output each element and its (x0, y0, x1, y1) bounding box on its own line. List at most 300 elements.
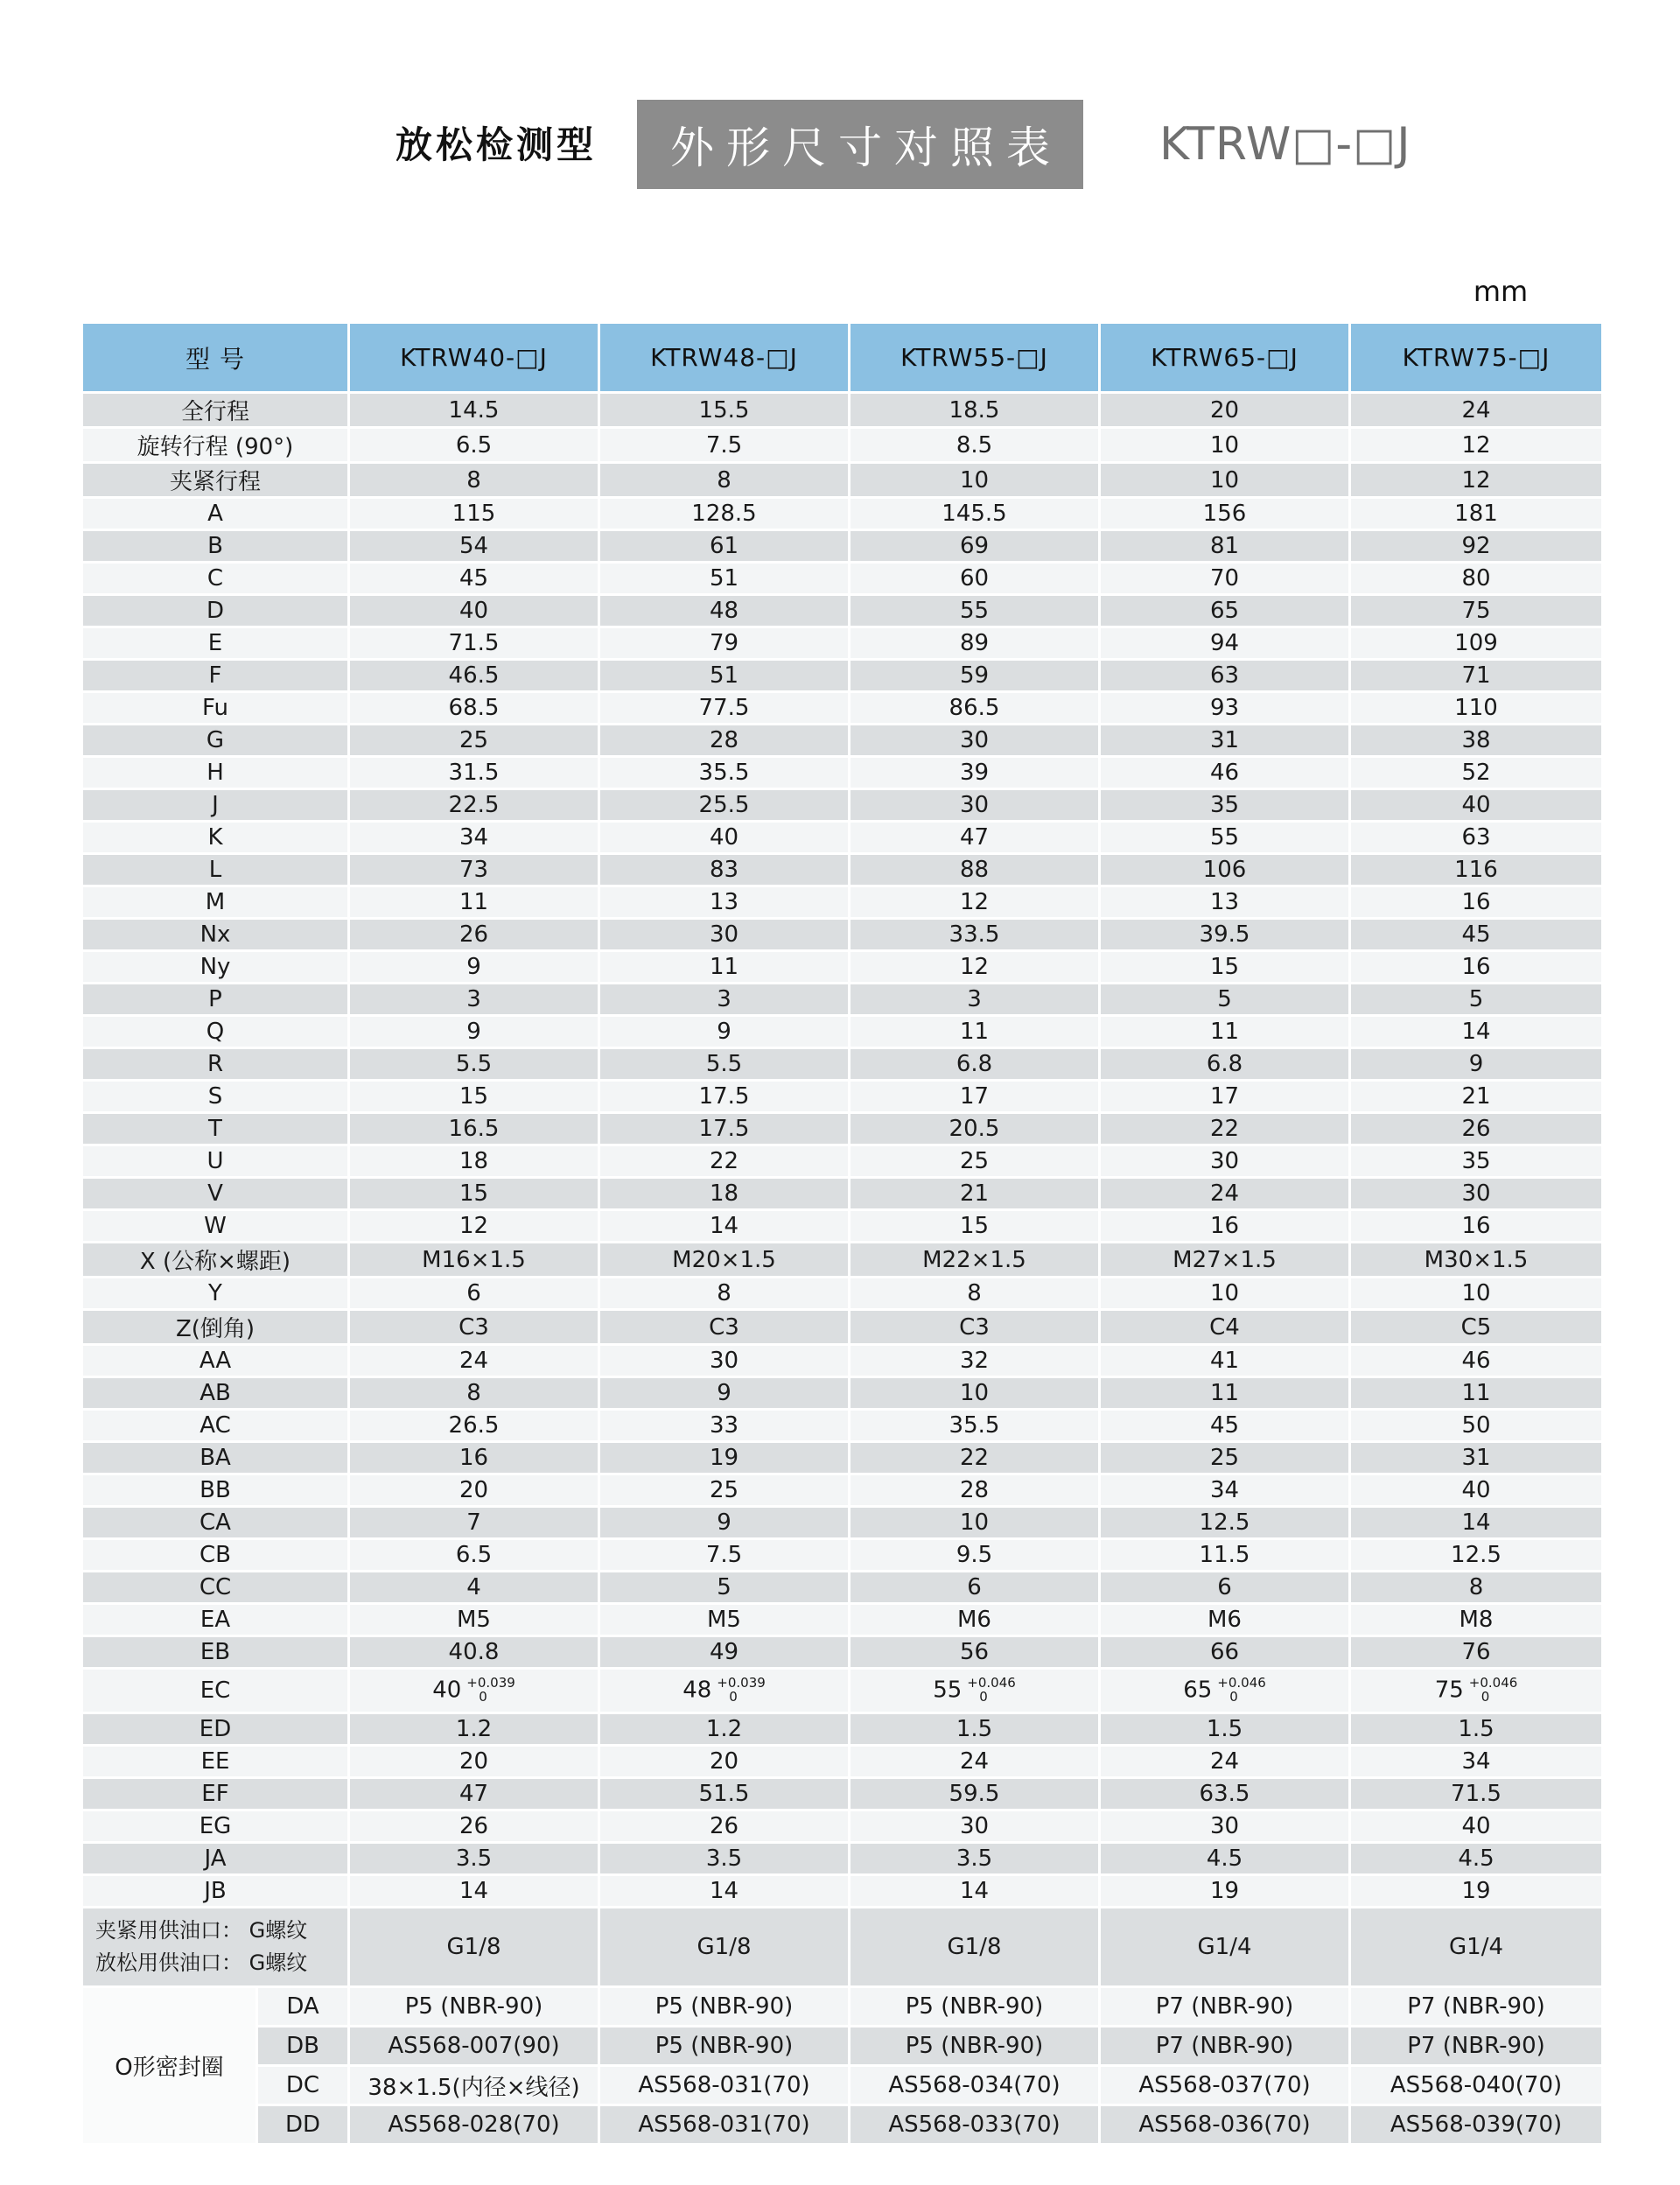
table-header (83, 324, 1601, 394)
cell-value: M22×1.5 (850, 1243, 1101, 1278)
table-row (83, 1049, 1601, 1082)
cell-value: M30×1.5 (1351, 1243, 1601, 1278)
cell-value: 115 (350, 499, 600, 531)
row-label: CA (83, 1508, 350, 1540)
tolerance-upper: +0.046 (1217, 1675, 1266, 1691)
row-label: JB (83, 1876, 350, 1908)
cell-value: 116 (1351, 855, 1601, 887)
cell-value: 59 (850, 661, 1101, 693)
cell-value: 5.5 (600, 1049, 850, 1082)
cell-value: 4.5 (1351, 1844, 1601, 1876)
table-row (83, 429, 1601, 464)
cell-value: 12 (850, 887, 1101, 920)
cell-value: 3 (600, 984, 850, 1017)
cell-value: 1.2 (600, 1714, 850, 1747)
cell-value (850, 1670, 1101, 1714)
cell-value: 40 (1351, 1475, 1601, 1508)
cell-value: 24 (1101, 1747, 1351, 1779)
row-sub-label: DC (258, 2067, 350, 2106)
cell-value: 49 (600, 1637, 850, 1670)
cell-value: 9 (600, 1378, 850, 1411)
cell-value: C3 (350, 1311, 600, 1346)
row-label: K (83, 823, 350, 855)
table-row (83, 693, 1601, 725)
cell-value: 9 (350, 1017, 600, 1049)
row-label: AA (83, 1346, 350, 1378)
cell-value: M16×1.5 (350, 1243, 600, 1278)
cell-value: 59.5 (850, 1779, 1101, 1811)
cell-value: 30 (600, 920, 850, 952)
table-row (83, 1811, 1601, 1844)
title-box (637, 100, 1083, 189)
table-row (83, 1572, 1601, 1605)
table-row (83, 1278, 1601, 1311)
cell-value: 25 (1101, 1443, 1351, 1475)
cell-value: 71.5 (350, 628, 600, 661)
cell-value: 8 (350, 464, 600, 499)
tolerance-base: 55 (933, 1677, 962, 1704)
cell-value: 11 (850, 1017, 1101, 1049)
row-label: EG (83, 1811, 350, 1844)
cell-value: 46 (1101, 758, 1351, 790)
cell-value: 45 (1351, 920, 1601, 952)
cell-value: 16 (1351, 887, 1601, 920)
cell-value: 40.8 (350, 1637, 600, 1670)
row-sub-label: DD (258, 2106, 350, 2146)
cell-value: AS568-037(70) (1101, 2067, 1351, 2106)
cell-value: 22 (600, 1146, 850, 1179)
row-label: A (83, 499, 350, 531)
cell-value: 86.5 (850, 693, 1101, 725)
cell-value: M5 (350, 1605, 600, 1637)
row-label: R (83, 1049, 350, 1082)
cell-value: 10 (1351, 1278, 1601, 1311)
table-row (83, 1908, 1601, 1988)
cell-value: 25 (850, 1146, 1101, 1179)
cell-value: 8.5 (850, 429, 1101, 464)
table-row (83, 725, 1601, 758)
cell-value: 40 (600, 823, 850, 855)
tolerance-lower: 0 (479, 1689, 487, 1705)
tolerance-upper: +0.046 (967, 1675, 1016, 1691)
cell-value: 7.5 (600, 429, 850, 464)
cell-value: 12 (1351, 464, 1601, 499)
table-row (83, 1082, 1601, 1114)
cell-value: 40 (1351, 790, 1601, 823)
page-title: 外形尺寸对照表 (670, 123, 1062, 173)
cell-value: 8 (600, 1278, 850, 1311)
cell-value: 1.5 (1101, 1714, 1351, 1747)
cell-value: 26 (600, 1811, 850, 1844)
row-label: EB (83, 1637, 350, 1670)
cell-value: 12.5 (1101, 1508, 1351, 1540)
cell-value: 55 (850, 596, 1101, 628)
cell-value: 30 (1351, 1179, 1601, 1211)
row-label: V (83, 1179, 350, 1211)
cell-value: 18 (600, 1179, 850, 1211)
cell-value: C3 (600, 1311, 850, 1346)
cell-value: AS568-039(70) (1351, 2106, 1601, 2146)
cell-value: 18 (350, 1146, 600, 1179)
cell-value: 9 (350, 952, 600, 984)
cell-value: 16.5 (350, 1114, 600, 1146)
tolerance-stack (1469, 1676, 1518, 1704)
row-label: X (公称×螺距) (83, 1243, 350, 1278)
cell-value: 11 (350, 887, 600, 920)
tolerance-upper: +0.039 (717, 1675, 766, 1691)
cell-value (600, 1670, 850, 1714)
cell-value: 6.5 (350, 429, 600, 464)
table-row (83, 1346, 1601, 1378)
unit-label: mm (1473, 275, 1529, 308)
row-label (83, 1908, 350, 1988)
cell-value: 80 (1351, 564, 1601, 596)
cell-value: 145.5 (850, 499, 1101, 531)
cell-value: 89 (850, 628, 1101, 661)
tolerance-lower: 0 (1229, 1689, 1238, 1705)
cell-value: 40 (350, 596, 600, 628)
cell-value: G1/4 (1351, 1908, 1601, 1988)
cell-value: 7.5 (600, 1540, 850, 1572)
cell-value: 35.5 (850, 1411, 1101, 1443)
cell-value: 38 (1351, 725, 1601, 758)
header-row (83, 324, 1601, 394)
cell-value: 56 (850, 1637, 1101, 1670)
cell-value: 26 (350, 1811, 600, 1844)
cell-value: 156 (1101, 499, 1351, 531)
table-row (83, 1714, 1601, 1747)
cell-value: 9 (600, 1017, 850, 1049)
table-row (83, 394, 1601, 429)
cell-value: 31.5 (350, 758, 600, 790)
row-label: D (83, 596, 350, 628)
cell-value: 30 (1101, 1146, 1351, 1179)
tolerance-stack (1217, 1676, 1266, 1704)
cell-value: 13 (1101, 887, 1351, 920)
cell-value: 17.5 (600, 1082, 850, 1114)
row-label: U (83, 1146, 350, 1179)
cell-value: 41 (1101, 1346, 1351, 1378)
row-label: Q (83, 1017, 350, 1049)
cell-value: 94 (1101, 628, 1351, 661)
cell-value: P7 (NBR-90) (1351, 1988, 1601, 2027)
table-row (83, 1243, 1601, 1278)
table-row (83, 499, 1601, 531)
cell-value: 32 (850, 1346, 1101, 1378)
cell-value: 15 (350, 1082, 600, 1114)
cell-value: 50 (1351, 1411, 1601, 1443)
cell-value: 5 (600, 1572, 850, 1605)
column-header: KTRW65-□J (1101, 324, 1351, 394)
cell-value: 54 (350, 531, 600, 564)
table-row (83, 1114, 1601, 1146)
cell-value: 19 (600, 1443, 850, 1475)
table-row (83, 1988, 1601, 2027)
cell-value: 1.5 (1351, 1714, 1601, 1747)
cell-value: 51 (600, 564, 850, 596)
tolerance-stack (717, 1676, 766, 1704)
cell-value: 16 (1351, 952, 1601, 984)
cell-value: 7 (350, 1508, 600, 1540)
row-label: BB (83, 1475, 350, 1508)
cell-value: 4.5 (1101, 1844, 1351, 1876)
cell-value: 5.5 (350, 1049, 600, 1082)
row-label: L (83, 855, 350, 887)
cell-value: 71.5 (1351, 1779, 1601, 1811)
cell-value: 20.5 (850, 1114, 1101, 1146)
cell-value: 71 (1351, 661, 1601, 693)
row-label: Y (83, 1278, 350, 1311)
type-label: 放松检测型 (396, 123, 598, 166)
cell-value: 34 (1101, 1475, 1351, 1508)
cell-value: 47 (350, 1779, 600, 1811)
cell-value: 33.5 (850, 920, 1101, 952)
row-label: CC (83, 1572, 350, 1605)
cell-value: 6 (1101, 1572, 1351, 1605)
cell-value: 6 (850, 1572, 1101, 1605)
cell-value: 75 (1351, 596, 1601, 628)
tolerance-lower: 0 (979, 1689, 988, 1705)
column-header: KTRW48-□J (600, 324, 850, 394)
cell-value: 31 (1351, 1443, 1601, 1475)
table-row (83, 628, 1601, 661)
table-row (83, 1475, 1601, 1508)
row-label: 旋转行程 (90°) (83, 429, 350, 464)
oring-group-label: O形密封圈 (83, 1988, 258, 2146)
cell-value: 28 (600, 725, 850, 758)
cell-value: 14.5 (350, 394, 600, 429)
cell-value: 10 (850, 1378, 1101, 1411)
cell-value: 88 (850, 855, 1101, 887)
cell-value (1351, 1670, 1601, 1714)
row-label: H (83, 758, 350, 790)
cell-value: G1/8 (600, 1908, 850, 1988)
cell-value: 128.5 (600, 499, 850, 531)
row-label: W (83, 1211, 350, 1243)
cell-value: 39.5 (1101, 920, 1351, 952)
cell-value: 70 (1101, 564, 1351, 596)
cell-value: 13 (600, 887, 850, 920)
row-label: ED (83, 1714, 350, 1747)
cell-value: 12 (350, 1211, 600, 1243)
cell-value: AS568-036(70) (1101, 2106, 1351, 2146)
cell-value: 51 (600, 661, 850, 693)
cell-value: 22 (1101, 1114, 1351, 1146)
cell-value: 30 (850, 1811, 1101, 1844)
row-label: CB (83, 1540, 350, 1572)
cell-value: 63 (1101, 661, 1351, 693)
cell-value: G1/8 (850, 1908, 1101, 1988)
row-label: 夹紧行程 (83, 464, 350, 499)
table-row (83, 1670, 1601, 1714)
cell-value: 30 (850, 725, 1101, 758)
cell-value: 93 (1101, 693, 1351, 725)
cell-value: 22.5 (350, 790, 600, 823)
cell-value: 20 (1101, 394, 1351, 429)
table-row (83, 1844, 1601, 1876)
dimension-table (83, 324, 1601, 2146)
cell-value: 9 (600, 1508, 850, 1540)
table-row (83, 887, 1601, 920)
cell-value: 76 (1351, 1637, 1601, 1670)
tolerance-base: 75 (1434, 1677, 1464, 1704)
cell-value: 21 (850, 1179, 1101, 1211)
row-sub-label: DB (258, 2027, 350, 2067)
table-row (83, 1637, 1601, 1670)
cell-value: 55 (1101, 823, 1351, 855)
tolerance-base: 65 (1183, 1677, 1213, 1704)
row-label: EA (83, 1605, 350, 1637)
cell-value: G1/8 (350, 1908, 600, 1988)
cell-value: 45 (1101, 1411, 1351, 1443)
cell-value: 48 (600, 596, 850, 628)
cell-value: 10 (1101, 464, 1351, 499)
cell-value: 10 (850, 464, 1101, 499)
row-label: E (83, 628, 350, 661)
cell-value: 4 (350, 1572, 600, 1605)
cell-value: 81 (1101, 531, 1351, 564)
table-row (83, 855, 1601, 887)
cell-value: 181 (1351, 499, 1601, 531)
table-row (83, 920, 1601, 952)
table-body (83, 394, 1601, 2146)
cell-value: 24 (850, 1747, 1101, 1779)
cell-value: C4 (1101, 1311, 1351, 1346)
cell-value: 3.5 (350, 1844, 600, 1876)
cell-value: 3 (350, 984, 600, 1017)
row-label: Ny (83, 952, 350, 984)
cell-value: 24 (1101, 1179, 1351, 1211)
row-label: G (83, 725, 350, 758)
cell-value: 16 (350, 1443, 600, 1475)
cell-value (1101, 1670, 1351, 1714)
table-row (83, 1179, 1601, 1211)
table-row (83, 596, 1601, 628)
cell-value: 31 (1101, 725, 1351, 758)
cell-value: 35 (1101, 790, 1351, 823)
cell-value: P5 (NBR-90) (850, 1988, 1101, 2027)
cell-value: AS568-031(70) (600, 2067, 850, 2106)
cell-value: 83 (600, 855, 850, 887)
row-label: F (83, 661, 350, 693)
cell-value: 14 (600, 1876, 850, 1908)
cell-value: 34 (350, 823, 600, 855)
row-label: C (83, 564, 350, 596)
table-row (83, 2027, 1601, 2067)
cell-value: 79 (600, 628, 850, 661)
cell-value: 14 (1351, 1017, 1601, 1049)
cell-value: G1/4 (1101, 1908, 1351, 1988)
cell-value: 63 (1351, 823, 1601, 855)
row-label: EE (83, 1747, 350, 1779)
table-row (83, 531, 1601, 564)
row-label: B (83, 531, 350, 564)
cell-value: 11 (1101, 1378, 1351, 1411)
cell-value: 16 (1351, 1211, 1601, 1243)
cell-value: 38×1.5(内径×线径) (350, 2067, 600, 2106)
table-row (83, 1876, 1601, 1908)
cell-value: 8 (350, 1378, 600, 1411)
table-row (83, 1311, 1601, 1346)
cell-value: AS568-040(70) (1351, 2067, 1601, 2106)
cell-value: 25 (350, 725, 600, 758)
cell-value: AS568-028(70) (350, 2106, 600, 2146)
cell-value: P7 (NBR-90) (1101, 1988, 1351, 2027)
table-row (83, 1605, 1601, 1637)
cell-value: AS568-007(90) (350, 2027, 600, 2067)
cell-value: 47 (850, 823, 1101, 855)
column-header: KTRW55-□J (850, 324, 1101, 394)
row-label: S (83, 1082, 350, 1114)
cell-value: 17 (850, 1082, 1101, 1114)
table-row (83, 564, 1601, 596)
cell-value: 18.5 (850, 394, 1101, 429)
cell-value: 8 (850, 1278, 1101, 1311)
cell-value: C5 (1351, 1311, 1601, 1346)
cell-value: 24 (1351, 394, 1601, 429)
cell-value: 14 (350, 1876, 600, 1908)
cell-value: 8 (600, 464, 850, 499)
cell-value: 21 (1351, 1082, 1601, 1114)
cell-value: 46 (1351, 1346, 1601, 1378)
cell-value: 66 (1101, 1637, 1351, 1670)
cell-value: P7 (NBR-90) (1351, 2027, 1601, 2067)
cell-value: 16 (1101, 1211, 1351, 1243)
cell-value: 12 (850, 952, 1101, 984)
oil-port-label-line: 放松用供油口： G螺纹 (95, 1950, 308, 1975)
cell-value: AS568-033(70) (850, 2106, 1101, 2146)
cell-value: 109 (1351, 628, 1601, 661)
table-row (83, 758, 1601, 790)
row-label: 全行程 (83, 394, 350, 429)
cell-value: 20 (600, 1747, 850, 1779)
cell-value: 60 (850, 564, 1101, 596)
cell-value: 110 (1351, 693, 1601, 725)
row-label: BA (83, 1443, 350, 1475)
tolerance-stack (466, 1676, 515, 1704)
cell-value: 9.5 (850, 1540, 1101, 1572)
table-row (83, 952, 1601, 984)
table-row (83, 661, 1601, 693)
cell-value (350, 1670, 600, 1714)
cell-value: 14 (1351, 1508, 1601, 1540)
cell-value: 15 (350, 1179, 600, 1211)
tolerance-lower: 0 (729, 1689, 738, 1705)
row-label: Z(倒角) (83, 1311, 350, 1346)
table-row (83, 1508, 1601, 1540)
table-row (83, 1411, 1601, 1443)
column-header: KTRW40-□J (350, 324, 600, 394)
cell-value: 6.8 (1101, 1049, 1351, 1082)
cell-value: 14 (850, 1876, 1101, 1908)
cell-value: 65 (1101, 596, 1351, 628)
cell-value: 5 (1351, 984, 1601, 1017)
cell-value: 19 (1101, 1876, 1351, 1908)
cell-value: 12 (1351, 429, 1601, 464)
table-row (83, 1211, 1601, 1243)
cell-value: 12.5 (1351, 1540, 1601, 1572)
table-row (83, 1378, 1601, 1411)
cell-value: 11 (1351, 1378, 1601, 1411)
tolerance-base: 40 (432, 1677, 462, 1704)
cell-value: 73 (350, 855, 600, 887)
cell-value: 20 (350, 1747, 600, 1779)
cell-value: C3 (850, 1311, 1101, 1346)
cell-value: 69 (850, 531, 1101, 564)
table-row (83, 464, 1601, 499)
cell-value: 20 (350, 1475, 600, 1508)
row-label: AB (83, 1378, 350, 1411)
